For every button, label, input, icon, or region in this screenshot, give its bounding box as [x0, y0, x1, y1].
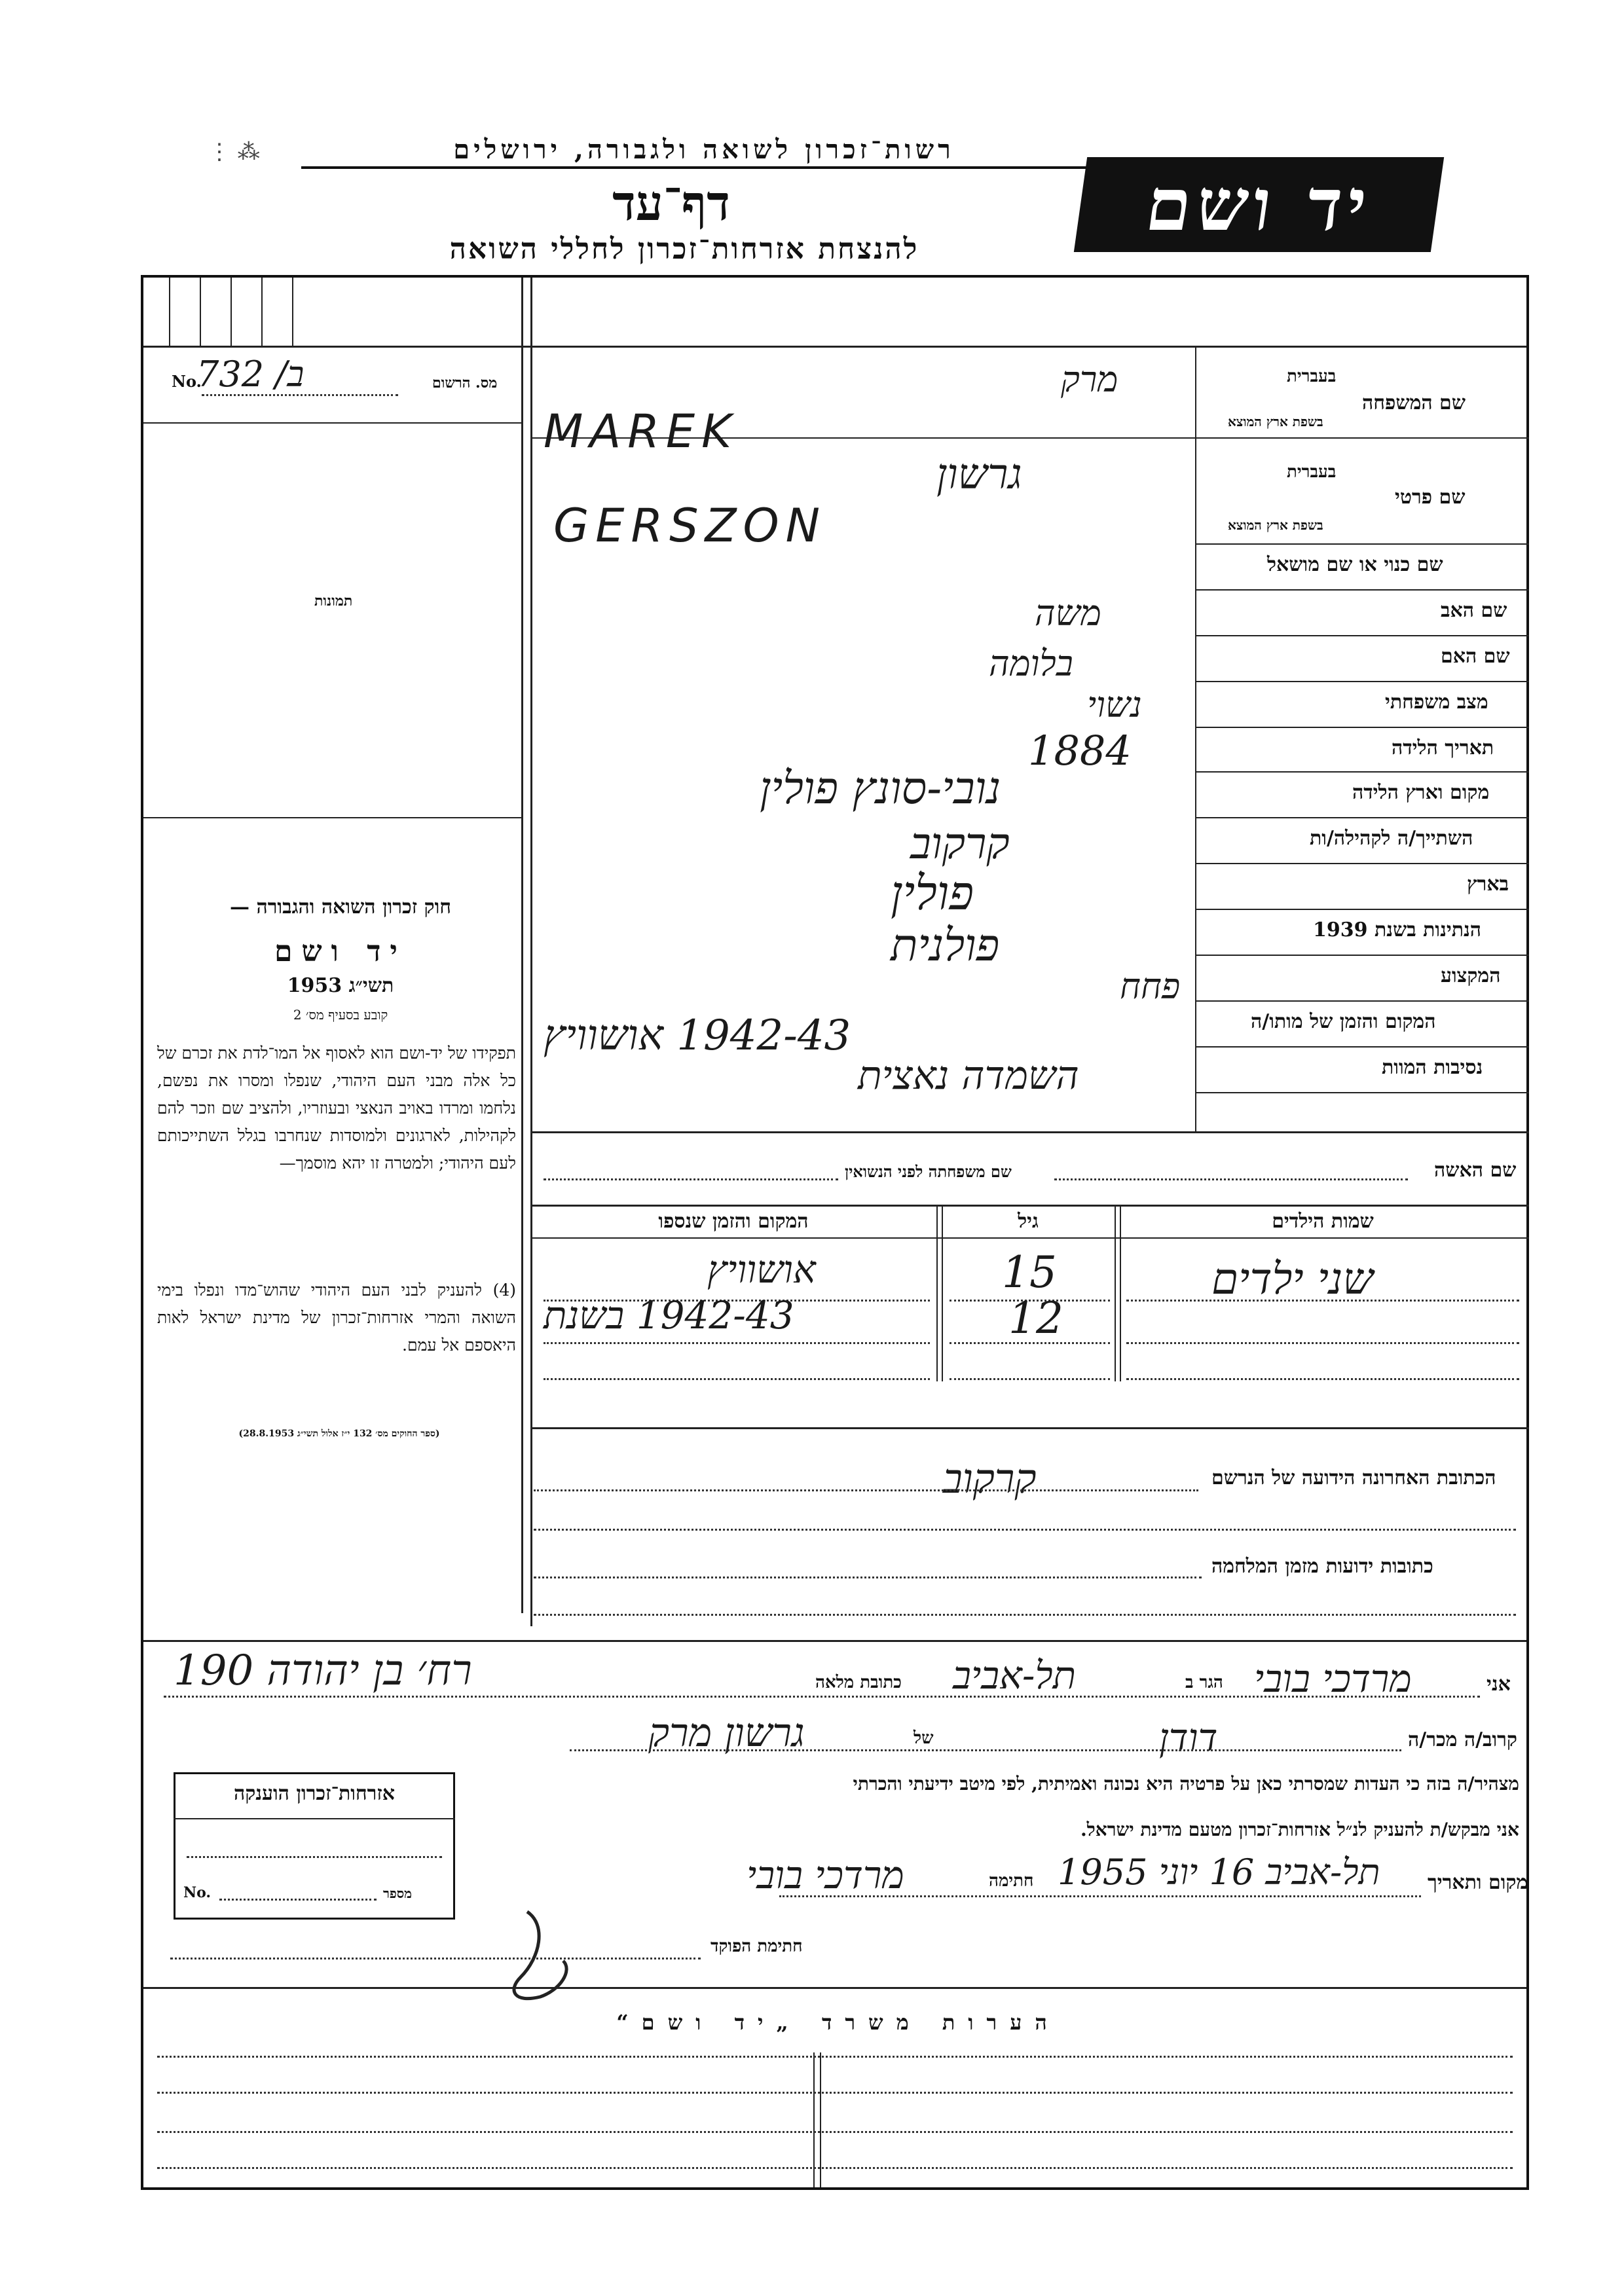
place-date-label: מקום ותאריך [1428, 1871, 1528, 1894]
profession-label: המקצוע [1441, 964, 1501, 987]
citizenship: פולנית [891, 920, 1000, 972]
nickname-label: שם כנוי או שם מושאל [1267, 553, 1443, 576]
declarant-relation: דודן [1159, 1715, 1218, 1760]
first-name-latin: GERSZON [553, 499, 826, 553]
relation-label: קרוב/ה מכר/ה [1408, 1728, 1517, 1751]
citizenship-box-number: מספר [383, 1886, 412, 1901]
declarant-signature: מרדכי בובי [747, 1853, 904, 1897]
office-notes-title: הערות משרד „יד ושם“ [616, 2010, 1060, 2035]
marital-label: מצב משפחתי [1385, 691, 1488, 714]
official-signature-scribble [501, 1899, 606, 2016]
law-year: תשי״ג 1953 [287, 974, 394, 997]
war-address-label: כתובות ידועות מזמן המלחמה [1211, 1555, 1433, 1578]
first-in-origin-lang: בשפת ארץ המוצא [1228, 517, 1323, 533]
scribble-mark: ⋮ ⁂ [208, 139, 260, 165]
child-2-place: 1942-43 בשנת [544, 1293, 794, 1338]
community: קרקוב [910, 818, 1010, 869]
citizenship-box-title: אזרחות־זכרון הוענקה [233, 1782, 396, 1805]
first-name-hebrew: גרשון [936, 450, 1022, 499]
family-in-origin-lang: בשפת ארץ המוצא [1228, 414, 1323, 429]
children-place-header: המקום והזמן שנספו [658, 1210, 809, 1233]
birth-date: 1884 [1028, 727, 1132, 774]
first-in-hebrew: בעברית [1287, 462, 1337, 482]
declarant-i-label: אני [1486, 1673, 1511, 1696]
maiden-name-label: שם משפחתה לפני הנשואין [845, 1162, 1012, 1181]
birth-date-label: תאריך הלידה [1392, 737, 1494, 759]
form-subtitle: להנצחת אזרחות־זכרון לחללי השואה [449, 232, 919, 266]
death-place-time: 1942-43 אושוויץ [544, 1011, 851, 1060]
citizenship-box-no: No. [183, 1884, 212, 1901]
death-place-label: המקום והזמן של מותו/ה [1251, 1010, 1436, 1033]
first-name-label: שם פרטי [1395, 486, 1466, 509]
child-1-age: 15 [1002, 1247, 1057, 1298]
birth-place-label: מקום וארץ הלידה [1352, 781, 1490, 804]
place-date-value: תל-אביב 16 יוני 1955 [1058, 1851, 1380, 1893]
law-clause4: (4) להעניק לבני העם היהודי שהוש־מדו ונפלו בימי השואה והמרי אזרחות־זכרון של מדינת ישראל לאות היאספם אל עמם. [157, 1281, 516, 1355]
marital-status: נשוי [1087, 684, 1142, 725]
death-circ-label: נסיבות המוות [1382, 1056, 1483, 1079]
family-name-hebrew: מרק [1061, 359, 1118, 400]
death-circumstances: השמדה נאצית [858, 1053, 1079, 1099]
law-footnote: (ספר החוקים מס׳ 132 י״ז אלול תשי״ג 28.8.1953) [238, 1429, 440, 1439]
declaration-text: מצהיר/ה בזה כי העדות שמסרתי כאן על פרטיה היא נכונה ואמיתית, לפי מיטב ידיעתי והכרתי [853, 1773, 1519, 1795]
registration-number: ב/ 732 [196, 354, 304, 395]
children-names: שני ילדים [1211, 1254, 1374, 1304]
law-name: יד ושם [274, 935, 407, 968]
of-label: של [913, 1728, 934, 1748]
law-title: חוק זכרון השואה והגבורה — [230, 896, 451, 919]
last-address-value: קרקוב [943, 1455, 1037, 1503]
father-label: שם האב [1441, 599, 1507, 622]
birth-place: נובי-סונץ פולין [760, 763, 1001, 814]
registration-no-label: No. [172, 372, 202, 391]
full-address-label: כתובת מלאה [815, 1673, 902, 1692]
citizenship-label: הנתינות בשנת 1939 [1313, 919, 1482, 941]
community-label: השתייך/ה לקהילה/ות [1310, 827, 1473, 850]
children-age-header: גיל [1018, 1210, 1039, 1233]
father-name: משה [1035, 592, 1101, 634]
request-text: אני מבקש/ת להעניק לנ״ל אזרחות־זכרון מטעם מדינת ישראל. [1080, 1819, 1519, 1840]
child-1-place: אושוויץ [707, 1247, 816, 1292]
country: פולין [891, 866, 974, 920]
of-name: גרשון מרק [648, 1710, 805, 1756]
family-in-hebrew: בעברית [1287, 367, 1337, 386]
resides-label: הגר ב [1185, 1673, 1223, 1692]
signature-label: חתימה [989, 1871, 1034, 1891]
mother-label: שם האם [1441, 645, 1510, 668]
wife-label: שם האשה [1434, 1159, 1517, 1182]
profession: פחח [1120, 966, 1181, 1007]
declarant-city: תל-אביב [953, 1653, 1077, 1698]
form-title: דף־עד [612, 175, 730, 232]
family-name-label: שם המשפחה [1362, 392, 1466, 414]
photo-label: תמונות [314, 592, 353, 610]
declarant-full-address: רח׳ בן יהודה 190 [174, 1647, 472, 1695]
children-names-header: שמות הילדים [1272, 1210, 1374, 1233]
authority-header: רשות־זכרון לשואה ולגבורה, ירושלים [301, 134, 1107, 169]
child-2-age: 12 [1008, 1293, 1063, 1343]
law-body: תפקידו של יד-ושם הוא לאסוף אל המו־לדת את זכרם של כל אלה מבני העם היהודי, שנפלו ומסרו את נפשם, נלחמו ומרדו באויב הנאצי ובעוזריו, ולהציב שם וזכר להם לקהילות, לארגונים ולמוסדות שנחרבו בגלל השתייכותם לעם היהודי; ולמטרה זו יהא מוסמך— [157, 1044, 516, 1173]
official-signature-label: חתימת הפוקד [710, 1937, 803, 1956]
country-label: בארץ [1467, 873, 1509, 896]
law-clause: קובע בסעיף מס׳ 2 [293, 1007, 388, 1023]
mother-name: בלומה [989, 643, 1073, 684]
yad-vashem-logo: יד ושם [1074, 157, 1444, 252]
last-address-label: הכתובת האחרונה הידועה של הנרשם [1211, 1467, 1496, 1489]
registration-label: מס. הרשום [432, 374, 498, 392]
declarant-name: מרדכי בובי [1254, 1656, 1412, 1701]
family-name-latin: MAREK [544, 405, 739, 458]
